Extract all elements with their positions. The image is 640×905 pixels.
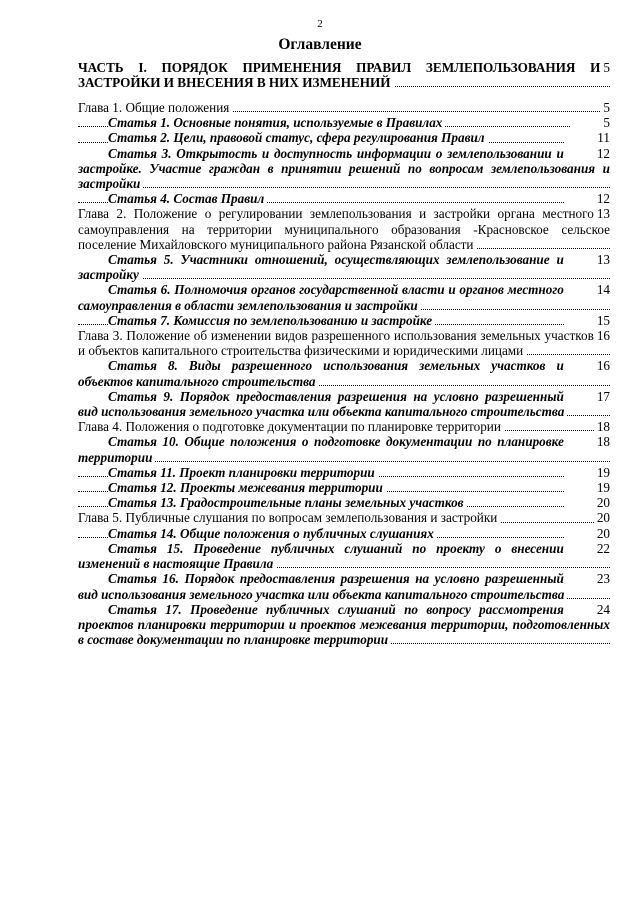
dot-leader <box>78 278 610 279</box>
toc-article-entry[interactable] <box>78 282 610 312</box>
toc-article-entry[interactable] <box>78 115 610 130</box>
toc-article-entry[interactable] <box>78 146 610 192</box>
toc-page-number: 20 <box>594 510 610 525</box>
toc-part-label: ЧАСТЬ I. ПОРЯДОК ПРИМЕНЕНИЯ ПРАВИЛ ЗЕМЛЕПОЛЬЗОВАНИЯ И ЗАСТРОЙКИ И ВНЕСЕНИЯ В НИХ ИЗМЕНЕНИЙ <box>78 60 601 91</box>
toc-entry-label: Статья 8. Виды разрешенного использования земельных участков и объектов капитального строительства <box>78 358 564 389</box>
toc-entry-label: Статья 17. Проведение публичных слушаний по вопросу рассмотрения проектов планировки территории и проектов межевания территории, подготовленных в составе документации по планировке территории <box>78 601 610 648</box>
toc-entry-label: Глава 4. Положения о подготовке документации по планировке территории <box>78 419 504 434</box>
toc-page-number: 19 <box>564 480 610 495</box>
toc-article-entry[interactable] <box>78 434 610 464</box>
toc-entry-label: Статья 2. Цели, правовой статус, сфера регулирования Правил <box>108 130 488 145</box>
toc-entry-label: Глава 5. Публичные слушания по вопросам землепользования и застройки <box>78 510 500 525</box>
toc-article-entry[interactable] <box>78 602 610 648</box>
toc-article-entry[interactable] <box>78 526 610 541</box>
toc-article-entry[interactable] <box>78 191 610 206</box>
toc-page-number: 12 <box>564 146 610 161</box>
toc-entry-label: Статья 12. Проекты межевания территории <box>108 480 386 495</box>
toc-page-number: 5 <box>570 115 610 130</box>
toc-article-entry[interactable] <box>78 480 610 495</box>
toc-list <box>78 100 610 647</box>
toc-article-entry[interactable] <box>78 541 610 571</box>
toc-page-number: 24 <box>564 602 610 617</box>
toc-entry-label: Глава 3. Положение об изменении видов разрешенного использования земельных участков и объектов капитального строительства физическими и юридическими лицами <box>78 328 594 359</box>
toc-article-entry[interactable] <box>78 495 610 510</box>
toc-part-page: 5 <box>600 60 610 75</box>
toc-chapter-entry[interactable] <box>78 206 610 252</box>
page-number: 2 <box>317 18 323 30</box>
toc-article-entry[interactable] <box>78 130 610 145</box>
toc-entry-label: Статья 1. Основные понятия, используемые в Правилах <box>108 115 445 130</box>
toc-article-entry[interactable] <box>78 389 610 419</box>
toc-article-entry[interactable] <box>78 313 610 328</box>
toc-entry-label: Статья 3. Открытость и доступность информации о землепользовании и застройке. Участие граждан в принятии решений по вопросам землепользования и застройки <box>78 145 610 192</box>
toc-page-number: 18 <box>594 419 610 434</box>
toc-page-number: 18 <box>564 434 610 449</box>
toc-chapter-entry[interactable] <box>78 510 610 525</box>
toc-page-number: 14 <box>564 282 610 297</box>
toc-entry-label: Статья 11. Проект планировки территории <box>108 465 378 480</box>
toc-entry-label: Статья 10. Общие положения о подготовке документации по планировке территории <box>78 434 564 465</box>
toc-entry-label: Глава 1. Общие положения <box>78 100 232 115</box>
toc-page-number: 17 <box>564 389 610 404</box>
toc-title: Оглавление <box>278 36 362 53</box>
toc-page-number: 19 <box>564 465 610 480</box>
toc-page-number: 13 <box>564 252 610 267</box>
toc-article-entry[interactable] <box>78 252 610 282</box>
toc-entry-label: Статья 4. Состав Правил <box>108 191 267 206</box>
toc-entry-label: Глава 2. Положение о регулировании землепользования и застройки органа местного самоуправления на территории муниципального образования -Красновское сельское поселение Михайловского муниципального района Рязанской области <box>78 206 610 252</box>
toc-page-number: 23 <box>564 571 610 586</box>
dot-leader <box>78 187 610 188</box>
toc-article-entry[interactable] <box>78 358 610 388</box>
toc-entry-label: Статья 5. Участники отношений, осуществляющих землепользование и застройку <box>78 252 564 283</box>
toc-entry-label: Статья 16. Порядок предоставления разрешения на условно разрешенный вид использования земельного участка или объекта капитального строительства <box>78 571 567 601</box>
toc-part-1[interactable] <box>78 60 610 90</box>
toc-page-number: 22 <box>564 541 610 556</box>
toc-entry-label: Статья 9. Порядок предоставления разрешения на условно разрешенный вид использования земельного участка или объекта капитального строительства <box>78 389 567 419</box>
toc-page-number: 20 <box>564 495 610 510</box>
toc-entry-label: Статья 15. Проведение публичных слушаний по проекту о внесении изменений в настоящие Правила <box>78 540 564 572</box>
toc-chapter-entry[interactable] <box>78 419 610 434</box>
toc-page-number: 15 <box>564 313 610 328</box>
toc-chapter-entry[interactable] <box>78 328 610 358</box>
toc-page-number: 13 <box>594 206 610 221</box>
toc-entry-label: Статья 13. Градостроительные планы земельных участков <box>108 495 467 510</box>
toc-article-entry[interactable] <box>78 465 610 480</box>
toc-page-number: 20 <box>564 526 610 541</box>
toc-entry-label: Статья 14. Общие положения о публичных слушаниях <box>108 526 437 541</box>
toc-article-entry[interactable] <box>78 571 610 601</box>
toc-page-number: 11 <box>564 130 610 145</box>
toc-entry-label: Статья 7. Комиссия по землепользованию и застройке <box>108 313 435 328</box>
toc-entry-label: Статья 6. Полномочия органов государственной власти и органов местного самоуправления в области землепользования и застройки <box>78 282 564 313</box>
toc-page-number: 12 <box>564 191 610 206</box>
dot-leader <box>78 461 610 462</box>
toc-page-number: 16 <box>564 358 610 373</box>
toc-chapter-entry[interactable] <box>78 100 610 115</box>
toc-page-number: 5 <box>600 100 610 115</box>
toc-page-number: 16 <box>594 328 610 343</box>
